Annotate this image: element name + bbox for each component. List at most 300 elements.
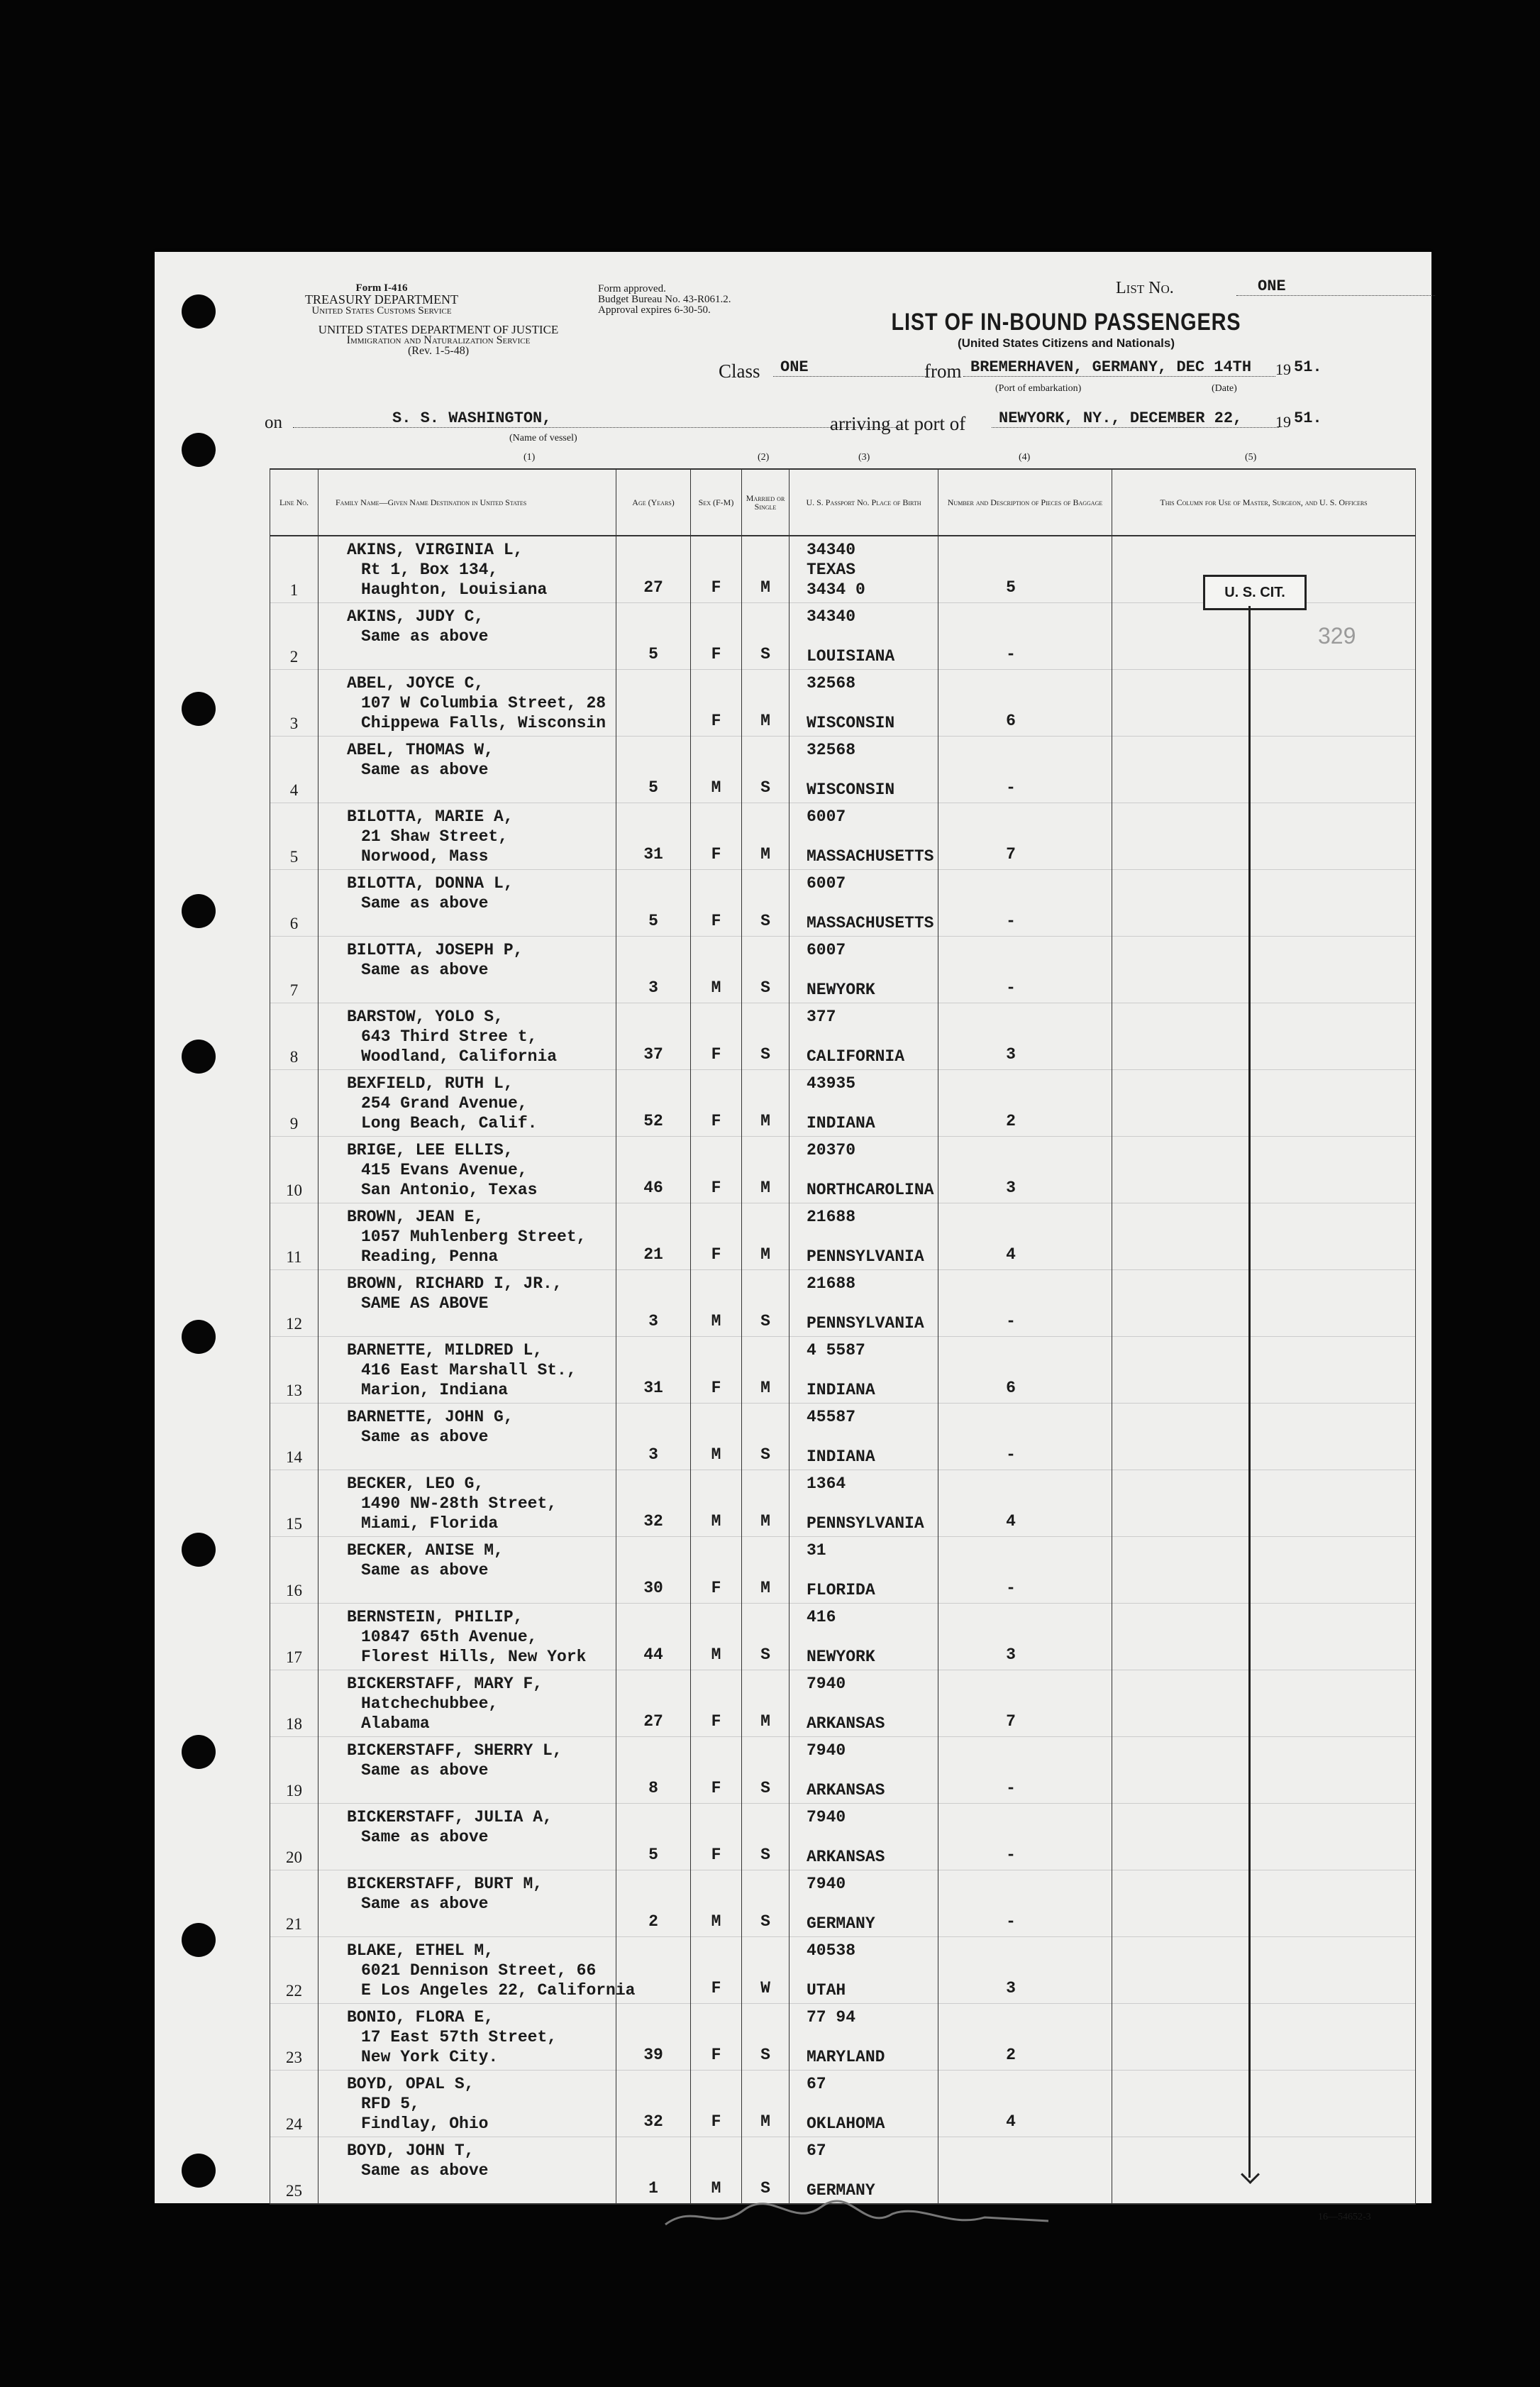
name-cell: [318, 2004, 616, 2071]
baggage-cell: [938, 1537, 1112, 1604]
baggage-cell: [938, 870, 1112, 937]
sex: F: [711, 712, 721, 730]
age-cell: [616, 1870, 691, 1937]
baggage-cell: [938, 536, 1112, 603]
line-number: 9: [289, 1115, 299, 1132]
baggage-count: 4: [1006, 1245, 1016, 1264]
marital-status: S: [760, 1779, 770, 1797]
line-number-cell: [270, 670, 318, 737]
punch-hole: [182, 894, 216, 928]
officer-use-cell: [1112, 803, 1416, 870]
punch-hole: [182, 294, 216, 329]
table-row: [270, 1404, 1416, 1470]
officer-use-cell: [1112, 1537, 1416, 1604]
baggage-cell: [938, 603, 1112, 670]
customs-service: United States Customs Service: [311, 305, 452, 316]
name-cell: [318, 1270, 616, 1337]
embarkation-value: BREMERHAVEN, GERMANY, DEC 14TH: [963, 358, 1275, 377]
baggage-cell: [938, 1337, 1112, 1404]
marital-cell: [742, 1804, 790, 1870]
address-line: Miami, Florida: [361, 1514, 499, 1533]
line-number-cell: [270, 1270, 318, 1337]
name-cell: [318, 1137, 616, 1203]
year-prefix: 19: [1275, 413, 1291, 431]
baggage-count: -: [1006, 1846, 1016, 1864]
marital-status: M: [760, 845, 770, 864]
passenger-name: BERNSTEIN, PHILIP,: [347, 1608, 524, 1626]
passenger-name: BICKERSTAFF, MARY F,: [347, 1675, 543, 1693]
birth-place: LOUISIANA: [807, 647, 895, 666]
address-line: 415 Evans Avenue,: [361, 1161, 528, 1179]
sex-cell: [691, 870, 742, 937]
baggage-count: 7: [1006, 1712, 1016, 1731]
birth-place: GERMANY: [807, 1914, 875, 1933]
officer-use-cell: [1112, 1404, 1416, 1470]
passport-number: 77 94: [807, 2008, 856, 2027]
date-note: (Date): [1212, 383, 1237, 394]
baggage-count: 3: [1006, 1979, 1016, 1997]
col-age: Age (Years): [616, 469, 691, 536]
line-number-cell: [270, 1137, 318, 1203]
address-line: 17 East 57th Street,: [361, 2028, 558, 2046]
marital-cell: [742, 1604, 790, 1670]
age-cell: [616, 937, 691, 1003]
line-number: 22: [286, 1982, 302, 2000]
marital-cell: [742, 937, 790, 1003]
address-line: Long Beach, Calif.: [361, 1114, 538, 1132]
name-cell: [318, 1670, 616, 1737]
age: 37: [643, 1045, 663, 1064]
line-number-cell: [270, 1203, 318, 1270]
marital-cell: [742, 1470, 790, 1537]
passport-number: 32568: [807, 674, 856, 693]
table-row: [270, 1003, 1416, 1070]
table-row: [270, 1470, 1416, 1537]
passport-number: 7940: [807, 1741, 846, 1760]
passenger-name: AKINS, JUDY C,: [347, 607, 484, 626]
officer-use-cell: [1112, 1203, 1416, 1270]
name-cell: [318, 870, 616, 937]
passport-number: 67: [807, 2075, 826, 2093]
name-cell: [318, 670, 616, 737]
officer-use-cell: [1112, 2071, 1416, 2137]
baggage-cell: [938, 1003, 1112, 1070]
sex-cell: [691, 1937, 742, 2004]
marital-cell: [742, 536, 790, 603]
baggage-count: 3: [1006, 1645, 1016, 1664]
birth-place: WISCONSIN: [807, 714, 895, 732]
sex: F: [711, 1045, 721, 1064]
address-line: Same as above: [361, 1561, 489, 1580]
table-row: [270, 1070, 1416, 1137]
age-cell: [616, 1404, 691, 1470]
marital-cell: [742, 603, 790, 670]
passport-number: 7940: [807, 1675, 846, 1693]
sex: F: [711, 1379, 721, 1397]
age-cell: [616, 1137, 691, 1203]
baggage-count: 3: [1006, 1179, 1016, 1197]
sex-cell: [691, 803, 742, 870]
passport-number: 32568: [807, 741, 856, 759]
officer-use-cell: [1112, 1137, 1416, 1203]
address-line: SAME AS ABOVE: [361, 1294, 489, 1313]
sex: F: [711, 1245, 721, 1264]
line-number: 8: [289, 1048, 299, 1066]
age: 27: [643, 578, 663, 597]
sex: M: [711, 1645, 721, 1664]
marital-status: M: [760, 2112, 770, 2131]
officer-use-cell: [1112, 1003, 1416, 1070]
address-line: 254 Grand Avenue,: [361, 1094, 528, 1113]
form-number: Form I-416: [355, 282, 408, 294]
name-cell: [318, 1470, 616, 1537]
embarkation-year: 51.: [1294, 358, 1322, 376]
form-identifier: [265, 282, 499, 316]
line-number: 24: [286, 2115, 302, 2133]
line-number: 23: [286, 2049, 302, 2066]
sex: M: [711, 1912, 721, 1931]
line-number-cell: [270, 1870, 318, 1937]
passport-number: 7940: [807, 1808, 846, 1826]
sex-cell: [691, 1737, 742, 1804]
officer-use-cell: [1112, 1870, 1416, 1937]
birth-place: ARKANSAS: [807, 1714, 885, 1733]
table-row: [270, 670, 1416, 737]
passenger-table: [270, 468, 1416, 2205]
sex: F: [711, 2046, 721, 2064]
birth-place: CALIFORNIA: [807, 1047, 905, 1066]
passport-number: 6007: [807, 941, 846, 959]
line-number-cell: [270, 1537, 318, 1604]
handwritten-signature: [651, 2189, 1077, 2239]
passenger-name: BEXFIELD, RUTH L,: [347, 1074, 514, 1093]
address-line: Same as above: [361, 894, 489, 913]
baggage-cell: [938, 1670, 1112, 1737]
baggage-count: -: [1006, 778, 1016, 797]
address-line: 21 Shaw Street,: [361, 827, 509, 846]
address-line: Same as above: [361, 2161, 489, 2180]
sex: M: [711, 778, 721, 797]
manifest-page: [155, 252, 1431, 2222]
birth-place-prefix: TEXAS: [807, 561, 856, 579]
address-line: E Los Angeles 22, California: [361, 1981, 636, 2000]
baggage-count: 4: [1006, 2112, 1016, 2131]
sex: M: [711, 1445, 721, 1464]
passport-number: 416: [807, 1608, 836, 1626]
table-row: [270, 1870, 1416, 1937]
age-cell: [616, 1203, 691, 1270]
passport-number: 31: [807, 1541, 826, 1560]
birth-place: PENNSYLVANIA: [807, 1247, 924, 1266]
officer-use-cell: [1112, 1804, 1416, 1870]
marital-cell: [742, 1003, 790, 1070]
baggage-count: -: [1006, 1312, 1016, 1330]
sex: F: [711, 1979, 721, 1997]
line-number-cell: [270, 1337, 318, 1404]
address-line: Rt 1, Box 134,: [361, 561, 499, 579]
name-cell: [318, 1337, 616, 1404]
passport-number: 7940: [807, 1875, 846, 1893]
line-number-cell: [270, 803, 318, 870]
passport-number: 4 5587: [807, 1341, 865, 1360]
us-citizen-stamp: U. S. CIT.: [1203, 575, 1307, 610]
marital-cell: [742, 737, 790, 803]
passenger-name: BILOTTA, JOSEPH P,: [347, 941, 524, 959]
line-number-cell: [270, 1003, 318, 1070]
table-row: [270, 1270, 1416, 1337]
line-number: 16: [286, 1582, 302, 1599]
baggage-count: -: [1006, 1445, 1016, 1464]
line-number: 19: [286, 1782, 302, 1799]
age-cell: [616, 737, 691, 803]
marital-status: W: [760, 1979, 770, 1997]
age-cell: [616, 803, 691, 870]
birth-place: ARKANSAS: [807, 1781, 885, 1799]
name-cell: [318, 1737, 616, 1804]
footer-code: 16—54652-3: [1318, 2212, 1371, 2222]
age: 21: [643, 1245, 663, 1264]
passport-number: 67: [807, 2141, 826, 2160]
col-baggage: Number and Description of Pieces of Baggage: [938, 469, 1112, 536]
sex: F: [711, 912, 721, 930]
line-number-cell: [270, 737, 318, 803]
baggage-cell: [938, 1870, 1112, 1937]
sex-cell: [691, 1870, 742, 1937]
name-cell: [318, 737, 616, 803]
officer-use-cell: [1112, 2004, 1416, 2071]
baggage-cell: [938, 937, 1112, 1003]
address-line: 107 W Columbia Street, 28: [361, 694, 606, 712]
address-line: New York City.: [361, 2048, 499, 2066]
sex: F: [711, 1579, 721, 1597]
marital-status: S: [760, 1846, 770, 1864]
subtitle-text: (United States Citizens and Nationals): [957, 336, 1175, 350]
line-number-cell: [270, 1604, 318, 1670]
age: 46: [643, 1179, 663, 1197]
address-line: 643 Third Stree t,: [361, 1027, 538, 1046]
document-title: [839, 309, 1293, 351]
officer-use-cell: [1112, 870, 1416, 937]
line-number: 6: [289, 915, 299, 932]
sex: F: [711, 645, 721, 663]
address-line: Norwood, Mass: [361, 847, 489, 866]
arrival-port: NEWYORK, NY., DECEMBER 22,: [992, 409, 1279, 428]
line-number: 3: [289, 715, 299, 732]
age: 3: [648, 1445, 658, 1464]
sex-cell: [691, 1404, 742, 1470]
column-number: (3): [858, 452, 870, 463]
sex-cell: [691, 2004, 742, 2071]
address-line: Haughton, Louisiana: [361, 580, 548, 599]
punch-hole: [182, 1735, 216, 1769]
officer-use-cell: [1112, 1737, 1416, 1804]
line-number: 13: [286, 1382, 302, 1399]
line-number: 15: [286, 1515, 302, 1533]
address-line: Chippewa Falls, Wisconsin: [361, 714, 606, 732]
baggage-count: 2: [1006, 2046, 1016, 2064]
name-cell: [318, 1870, 616, 1937]
age: 31: [643, 845, 663, 864]
birth-place: GERMANY: [807, 2181, 875, 2200]
punch-hole: [182, 1320, 216, 1354]
punch-hole: [182, 433, 216, 467]
sex-cell: [691, 2071, 742, 2137]
passport-number: 40538: [807, 1941, 856, 1960]
passport-number: 43935: [807, 1074, 856, 1093]
line-number-cell: [270, 1470, 318, 1537]
from-label: from: [924, 360, 962, 382]
passenger-name: ABEL, JOYCE C,: [347, 674, 484, 693]
marital-status: M: [760, 1179, 770, 1197]
line-number: 11: [286, 1248, 302, 1266]
sex: M: [711, 1512, 721, 1531]
sex-cell: [691, 1203, 742, 1270]
line-number-cell: [270, 937, 318, 1003]
marital-cell: [742, 1937, 790, 2004]
baggage-cell: [938, 1604, 1112, 1670]
class-value: ONE: [773, 358, 926, 377]
sex: F: [711, 578, 721, 597]
age-cell: [616, 1604, 691, 1670]
revision: (Rev. 1-5-48): [407, 345, 470, 357]
sex-cell: [691, 1337, 742, 1404]
passenger-name: BECKER, LEO G,: [347, 1474, 484, 1493]
baggage-cell: [938, 1270, 1112, 1337]
col-name: Family Name—Given Name Destination in United States: [318, 469, 616, 536]
baggage-cell: [938, 1137, 1112, 1203]
line-number-cell: [270, 1937, 318, 2004]
marital-cell: [742, 1070, 790, 1137]
passenger-name: BLAKE, ETHEL M,: [347, 1941, 494, 1960]
name-cell: [318, 603, 616, 670]
punch-hole: [182, 1533, 216, 1567]
marital-status: M: [760, 1112, 770, 1130]
birth-place: WISCONSIN: [807, 781, 895, 799]
col-passport: U. S. Passport No. Place of Birth: [790, 469, 938, 536]
sex-cell: [691, 1670, 742, 1737]
class-label: Class: [719, 360, 760, 382]
name-cell: [318, 2071, 616, 2137]
age: 5: [648, 912, 658, 930]
passport-number: 6007: [807, 807, 846, 826]
address-line: Same as above: [361, 961, 489, 979]
baggage-cell: [938, 2071, 1112, 2137]
marital-status: S: [760, 2179, 770, 2198]
address-line: Same as above: [361, 1428, 489, 1446]
table-row: [270, 603, 1416, 670]
marital-cell: [742, 2071, 790, 2137]
passport-number: 377: [807, 1008, 836, 1026]
birth-place: OKLAHOMA: [807, 2115, 885, 2133]
line-number-cell: [270, 1070, 318, 1137]
birth-place: UTAH: [807, 1981, 846, 2000]
marital-status: M: [760, 1579, 770, 1597]
baggage-count: 5: [1006, 578, 1016, 597]
approval-note: [598, 284, 731, 316]
marital-status: S: [760, 1445, 770, 1464]
age-cell: [616, 1937, 691, 2004]
line-number-cell: [270, 2137, 318, 2205]
table-header-row: [270, 469, 1416, 536]
sex: F: [711, 1846, 721, 1864]
title-text: LIST OF IN-BOUND PASSENGERS: [891, 309, 1241, 336]
birth-place: ARKANSAS: [807, 1848, 885, 1866]
baggage-cell: [938, 1937, 1112, 2004]
marital-cell: [742, 1670, 790, 1737]
sex-cell: [691, 1070, 742, 1137]
name-cell: [318, 1203, 616, 1270]
passenger-name: BONIO, FLORA E,: [347, 2008, 494, 2027]
age-cell: [616, 1337, 691, 1404]
passport-number: 21688: [807, 1274, 856, 1293]
baggage-cell: [938, 1804, 1112, 1870]
sex-cell: [691, 1537, 742, 1604]
line-number-cell: [270, 536, 318, 603]
line-number: 14: [286, 1448, 302, 1466]
baggage-cell: [938, 1070, 1112, 1137]
list-number: [1116, 277, 1286, 298]
sex: M: [711, 1312, 721, 1330]
line-number-cell: [270, 870, 318, 937]
line-number: 12: [286, 1315, 302, 1333]
passport-number: 20370: [807, 1141, 856, 1159]
marital-cell: [742, 1137, 790, 1203]
address-line: Same as above: [361, 627, 489, 646]
baggage-count: 4: [1006, 1512, 1016, 1531]
age: 5: [648, 1846, 658, 1864]
marital-status: S: [760, 2046, 770, 2064]
col-line: Line No.: [270, 469, 318, 536]
address-line: Same as above: [361, 1828, 489, 1846]
line-number-cell: [270, 2071, 318, 2137]
address-line: Same as above: [361, 761, 489, 779]
birth-place: MASSACHUSETTS: [807, 847, 934, 866]
justice-dept-block: [268, 324, 609, 356]
officer-use-cell: [1112, 670, 1416, 737]
name-cell: [318, 937, 616, 1003]
age-cell: [616, 670, 691, 737]
passenger-name: BROWN, JEAN E,: [347, 1208, 484, 1226]
sex-cell: [691, 1137, 742, 1203]
sex-cell: [691, 1604, 742, 1670]
address-line: Marion, Indiana: [361, 1381, 509, 1399]
age-cell: [616, 536, 691, 603]
age-cell: [616, 1804, 691, 1870]
table-row: [270, 1937, 1416, 2004]
table-row: [270, 937, 1416, 1003]
baggage-count: 3: [1006, 1045, 1016, 1064]
baggage-count: 2: [1006, 1112, 1016, 1130]
passenger-name: BICKERSTAFF, JULIA A,: [347, 1808, 553, 1826]
line-number: 20: [286, 1848, 302, 1866]
name-cell: [318, 1003, 616, 1070]
age: 30: [643, 1579, 663, 1597]
sex: F: [711, 1112, 721, 1130]
baggage-cell: [938, 803, 1112, 870]
passenger-name: BARNETTE, MILDRED L,: [347, 1341, 543, 1360]
age: 32: [643, 2112, 663, 2131]
marital-cell: [742, 1537, 790, 1604]
marital-status: M: [760, 1245, 770, 1264]
line-number: 21: [286, 1915, 302, 1933]
officer-use-cell: [1112, 937, 1416, 1003]
baggage-cell: [938, 2004, 1112, 2071]
birth-place: 3434 0: [807, 580, 865, 599]
officer-use-cell: [1112, 1604, 1416, 1670]
baggage-cell: [938, 1470, 1112, 1537]
baggage-cell: [938, 670, 1112, 737]
table-row: [270, 870, 1416, 937]
